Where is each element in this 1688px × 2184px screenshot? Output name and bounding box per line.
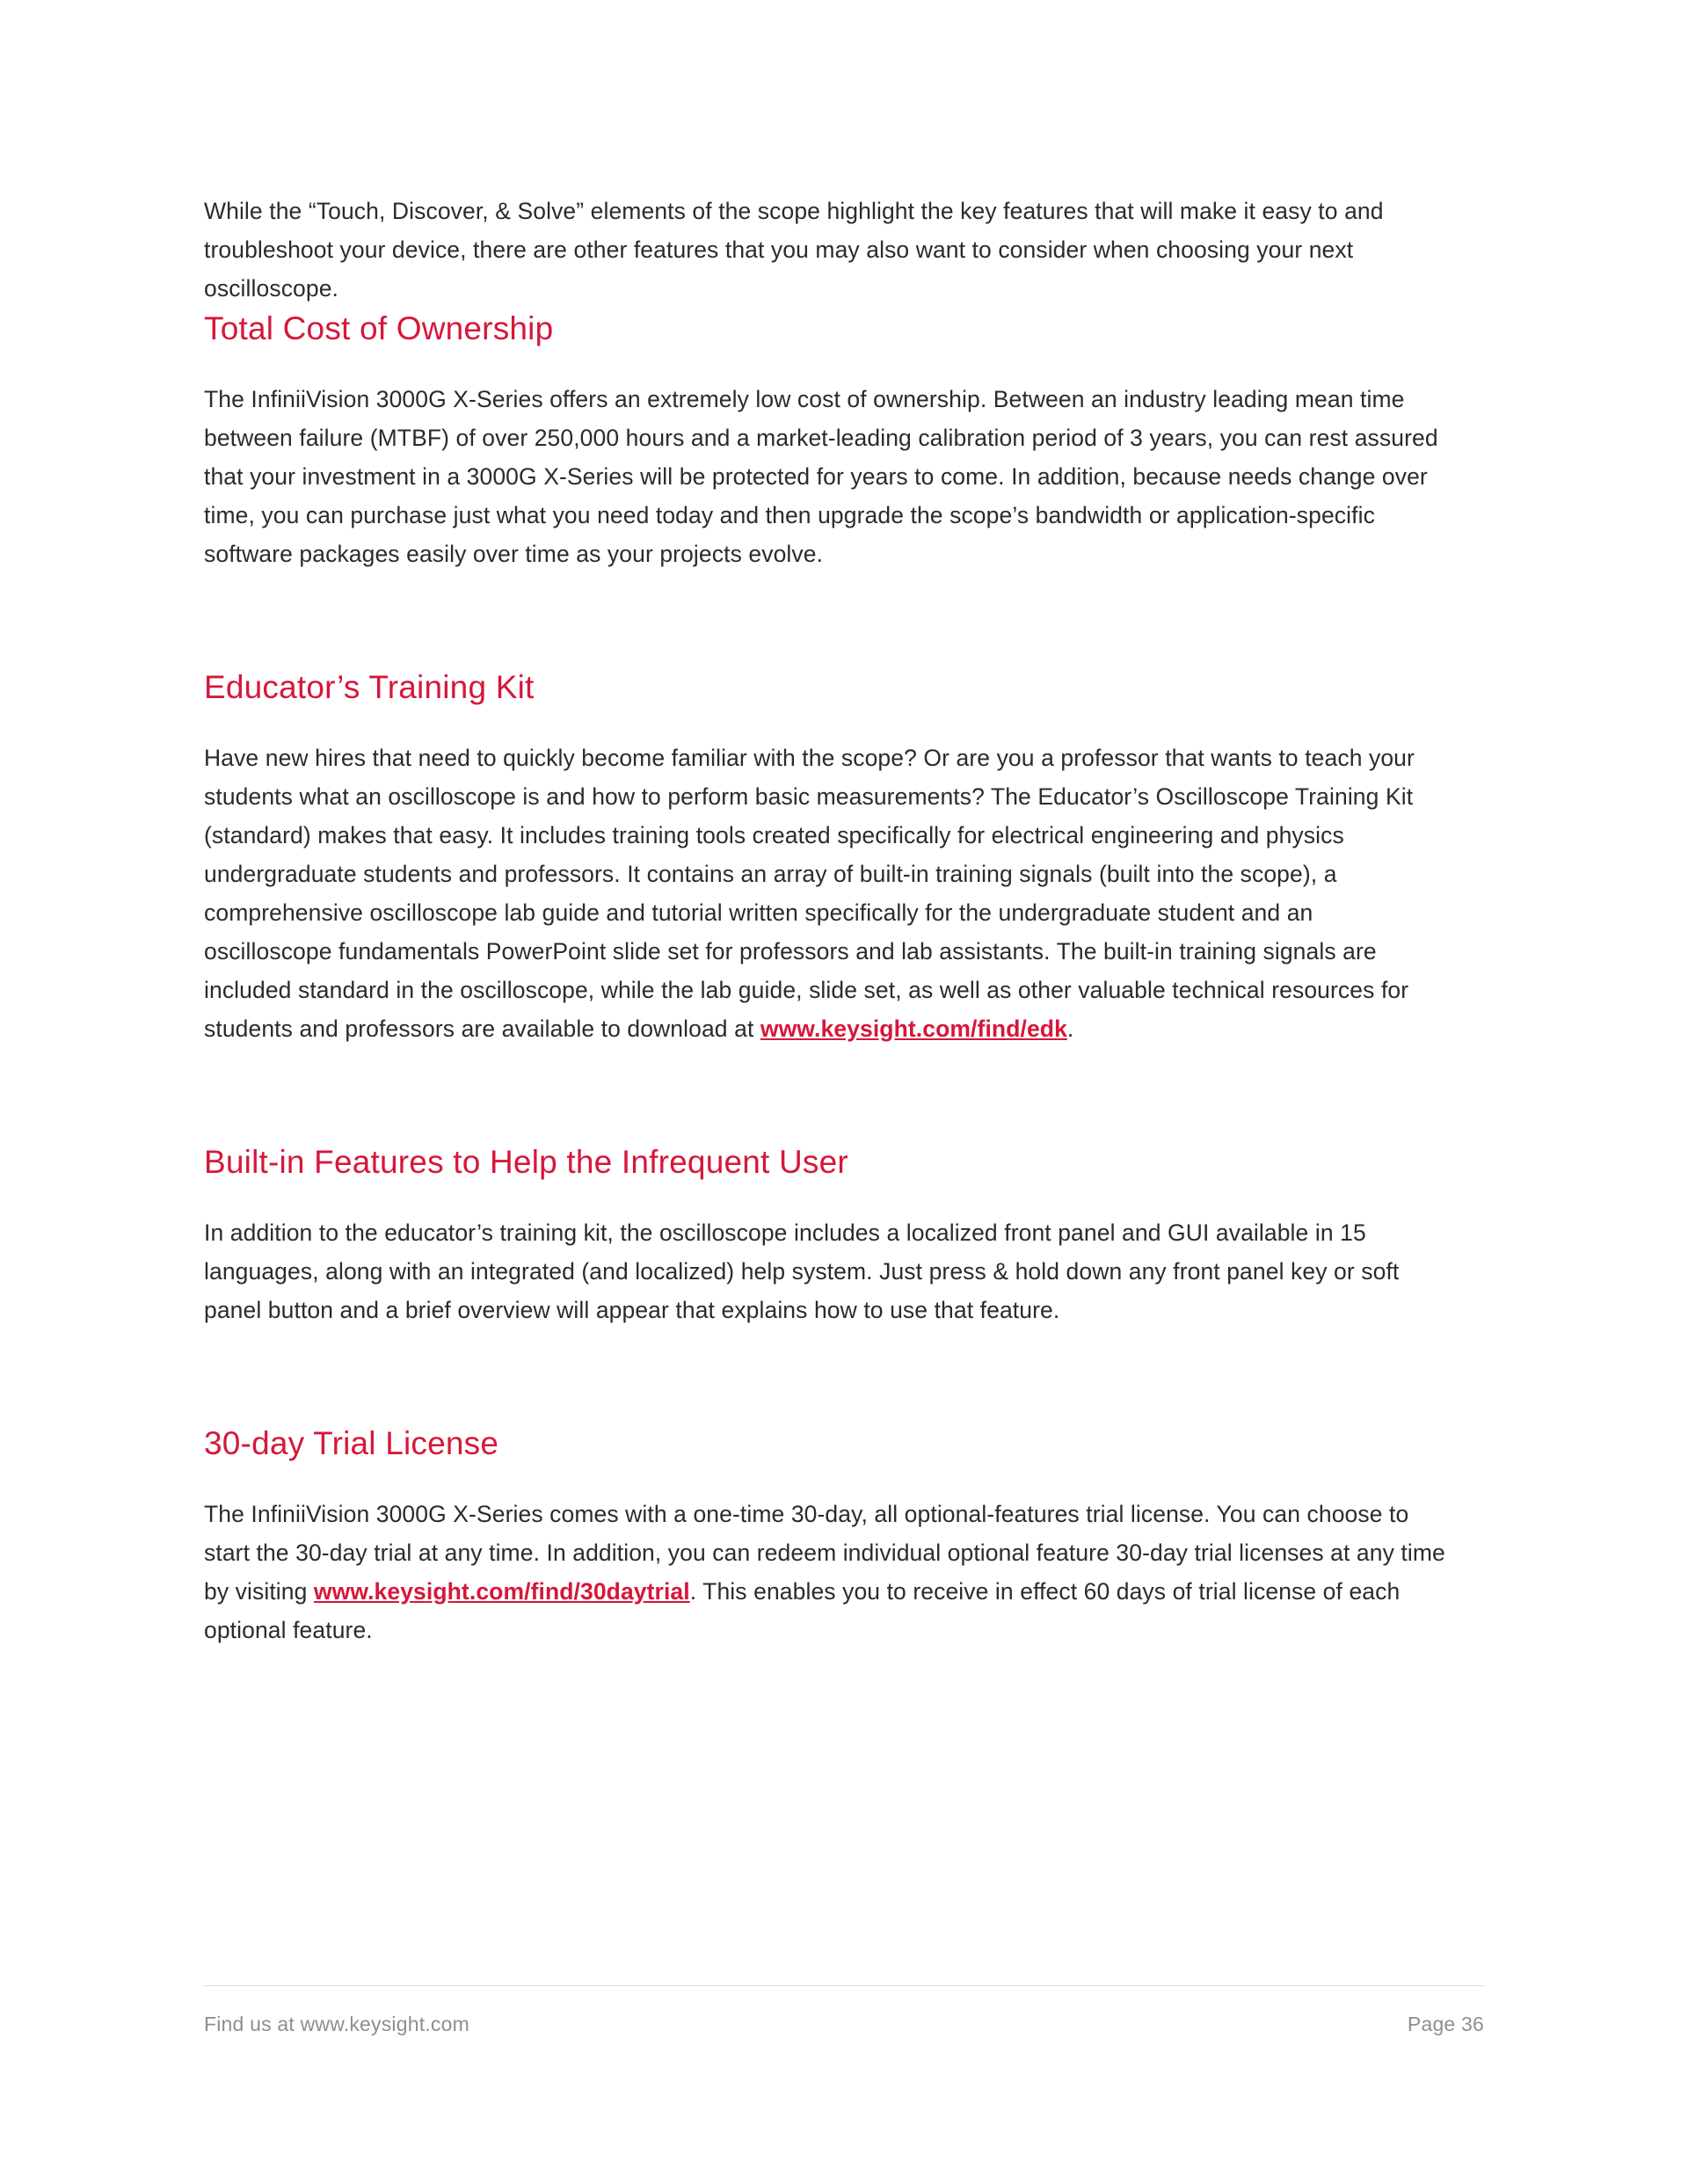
section-body	[204, 1495, 1445, 1649]
section-total-cost-of-ownership	[204, 308, 1445, 573]
section-body: The InfiniiVision 3000G X-Series offers an extremely low cost of ownership. Between an industry leading mean time between failure (MTBF) of over 250,000 hours and a market-leading calibration period of 3 years, you can rest assured that your investment in a 3000G X-Series will be protected for years to come. In addition, because needs change over time, you can purchase just what you need today and then upgrade the scope’s bandwidth or application-specific software packages easily over time as your projects evolve.	[204, 386, 1438, 567]
section-body-text-after-link: .	[1066, 1016, 1074, 1042]
section-educators-training-kit	[204, 666, 1445, 1048]
section-body-text-before-link: The InfiniiVision 3000G X-Series comes with a one-time 30-day, all optional-features trial license. You can choose to start the 30-day trial at any time. In addition, you can redeem individual optional feature 30-day trial licenses at any time by visiting	[204, 1501, 1445, 1605]
section-heading: 30-day Trial License	[204, 1425, 499, 1461]
section-built-in-features	[204, 1141, 1445, 1329]
section-body	[204, 739, 1445, 1048]
footer-find-us: Find us at www.keysight.com	[204, 2012, 469, 2035]
section-heading: Total Cost of Ownership	[204, 310, 554, 346]
section-heading: Educator’s Training Kit	[204, 669, 535, 705]
page-content	[204, 192, 1445, 1649]
trial-license-link[interactable]: www.keysight.com/find/30daytrial	[313, 1578, 690, 1605]
section-body-text-after-link: . This enables you to receive in effect 60 days of trial license of each optional feature.	[204, 1578, 1401, 1643]
section-heading: Built-in Features to Help the Infrequent User	[204, 1144, 848, 1180]
section-body: In addition to the educator’s training kit, the oscilloscope includes a localized front panel and GUI available in 15 languages, along with an integrated (and localized) help system. Just press & hold down any front panel key or soft panel button and a brief overview will appear that explains how to use that feature.	[204, 1219, 1400, 1323]
intro-paragraph: While the “Touch, Discover, & Solve” elements of the scope highlight the key features that will make it easy to and troubleshoot your device, there are other features that you may also want to consider when choosing your next oscilloscope.	[204, 198, 1384, 302]
page-footer	[204, 1985, 1484, 2039]
section-30-day-trial-license	[204, 1423, 1445, 1649]
section-body-text-before-link: Have new hires that need to quickly become familiar with the scope? Or are you a professor that wants to teach your students what an oscilloscope is and how to perform basic measurements? The Educator’s Oscilloscope Training Kit (standard) makes that easy. It includes training tools created specifically for electrical engineering and physics undergraduate students and professors. It contains an array of built-in training signals (built into the scope), a comprehensive oscilloscope lab guide and tutorial written specifically for the undergraduate student and an oscilloscope fundamentals PowerPoint slide set for professors and lab assistants. The built-in training signals are included standard in the oscilloscope, while the lab guide, slide set, as well as other valuable technical resources for students and professors are available to download at	[204, 745, 1415, 1042]
edk-link[interactable]: www.keysight.com/find/edk	[760, 1016, 1067, 1042]
footer-page-number: Page 36	[1407, 2012, 1484, 2035]
